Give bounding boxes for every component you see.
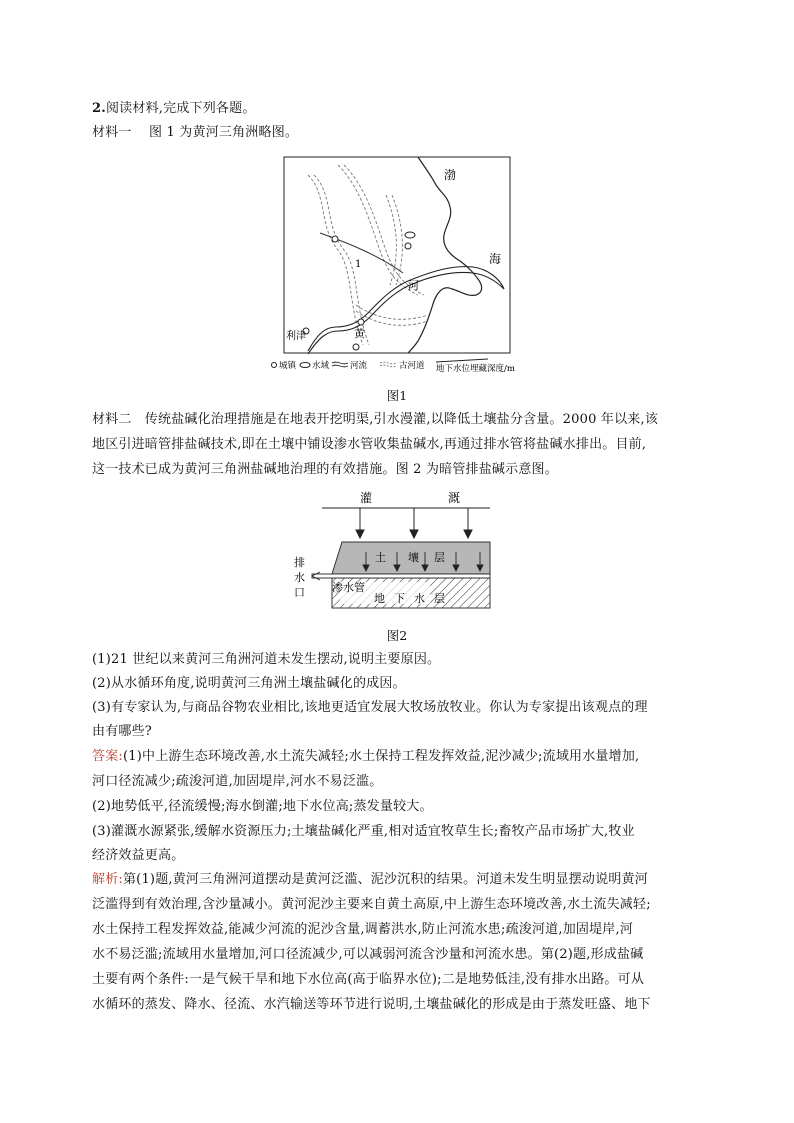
gw-char-2: 下: [394, 592, 405, 605]
analysis-label: 解析:: [92, 872, 123, 887]
analysis-text: 第(1)题,黄河三角洲河道摆动是黄河泛滥、泥沙沉积的结果。河道未发生明显摆动说明黄河: [122, 872, 648, 887]
label-bo: 渤: [444, 168, 457, 182]
label-lijin: 利津: [286, 331, 306, 342]
drain-char-3: 口: [294, 586, 305, 599]
analysis-line: 水土保持工程发挥效益,能减少河流的泥沙含量,调蓄洪水,防止河流水患;疏浚河道,加固堤岸,河: [92, 922, 634, 937]
gw-char-1: 地: [374, 592, 385, 605]
answer-line: (2)地势低平,径流缓慢;海水倒灌;地下水位高;蒸发量较大。: [92, 799, 433, 814]
reservoir: [405, 232, 415, 238]
legend-reservoir: 水域: [312, 361, 330, 371]
map-legend: [272, 359, 515, 374]
legend-ancient-channel: 古河道: [399, 361, 425, 371]
legend-groundwater-depth: 地下水位埋藏深度/m: [436, 364, 515, 374]
soil-char-2: 壤: [408, 551, 419, 564]
soil-char-1: 土: [375, 551, 386, 564]
answer-text: (1)中上游生态环境改善,水土流失减轻;水土保持工程发挥效益,泥沙减少;流域用水量增加,: [122, 749, 640, 764]
town-marker: [332, 236, 338, 242]
drain-pipe: [312, 574, 490, 578]
label-he: 河: [408, 279, 419, 292]
answer-line: [92, 747, 639, 767]
material1-line: [92, 123, 298, 143]
gw-char-4: 层: [434, 592, 445, 605]
material2-line: 地区引进暗管排盐碱技术,即在土壤中铺设渗水管收集盐碱水,再通过排水管将盐碱水排出。目前,: [92, 437, 647, 452]
analysis-line: 土要有两个条件:一是气候干旱和地下水位高(高于临界水位);二是地势低洼,没有排水出路。可从: [92, 972, 645, 987]
figure1-caption: 图1: [386, 388, 408, 403]
label-pipe: 渗水管: [332, 581, 365, 594]
figure2-diagram: [290, 488, 505, 614]
question-heading: [92, 99, 256, 119]
analysis-line: 水不易泛滥;流域用水量增加,河口径流减少,可以减弱河流含沙量和河流水患。第(2)题,形成盐碱: [92, 947, 644, 962]
drain-char-1: 排: [294, 556, 305, 569]
question-item: (2)从水循环角度,说明黄河三角洲土壤盐碱化的成因。: [92, 676, 406, 691]
drain-char-2: 水: [294, 571, 305, 584]
town-marker: [405, 243, 411, 249]
analysis-line: 水循环的蒸发、降水、径流、水汽输送等环节进行说明,土壤盐碱化的形成是由于蒸发旺盛、地下: [92, 997, 651, 1012]
answer-label: 答案:: [92, 749, 123, 764]
answer-line: 河口径流减少;疏浚河道,加固堤岸,河水不易泛滥。: [92, 774, 383, 789]
soil-char-3: 层: [434, 551, 445, 564]
material1-title: 材料一: [92, 125, 132, 140]
analysis-line: [92, 870, 648, 890]
analysis-line: 泛滥得到有效治理,含沙量减小。黄河泥沙主要来自黄土高原,中上游生态环境改善,水土流失减轻;: [92, 897, 651, 912]
figure1-map: [268, 155, 530, 377]
question-heading-text: 阅读材料,完成下列各题。: [105, 101, 256, 116]
material2-line: 材料二 传统盐碱化治理措施是在地表开挖明渠,引水漫灌,以降低土壤盐分含量。2000 年以来,该: [92, 412, 659, 427]
material2-line: 这一技术已成为黄河三角洲盐碱地治理的有效措施。图 2 为暗管排盐碱示意图。: [92, 462, 558, 477]
figure2-caption: 图2: [386, 628, 408, 643]
question-number: 2.: [92, 101, 106, 116]
answer-line: (3)灌溉水源紧张,缓解水资源压力;土壤盐碱化严重,相对适宜牧草生长;畜牧产品市场扩大,牧业: [92, 824, 635, 839]
question-item: (1)21 世纪以来黄河三角洲河道未发生摆动,说明主要原因。: [92, 652, 441, 667]
answer-line: 经济效益更高。: [92, 848, 185, 863]
town-marker: [358, 319, 364, 325]
label-hai: 海: [489, 252, 502, 266]
gw-char-3: 水: [414, 592, 425, 605]
town-marker: [353, 344, 359, 350]
label-huang: 黄: [354, 327, 365, 340]
legend-town: 城镇: [279, 361, 297, 371]
label-guan: 灌: [360, 491, 373, 505]
legend-river: 河流: [350, 361, 368, 371]
question-item: (3)有专家认为,与商品谷物农业相比,该地更适宜发展大牧场放牧业。你认为专家提出该观点的理: [92, 700, 648, 715]
label-contour-value: 1: [355, 259, 362, 270]
question-item: 由有哪些?: [92, 724, 152, 739]
material1-text: 图 1 为黄河三角洲略图。: [148, 125, 299, 140]
label-gai: 溉: [448, 491, 461, 505]
